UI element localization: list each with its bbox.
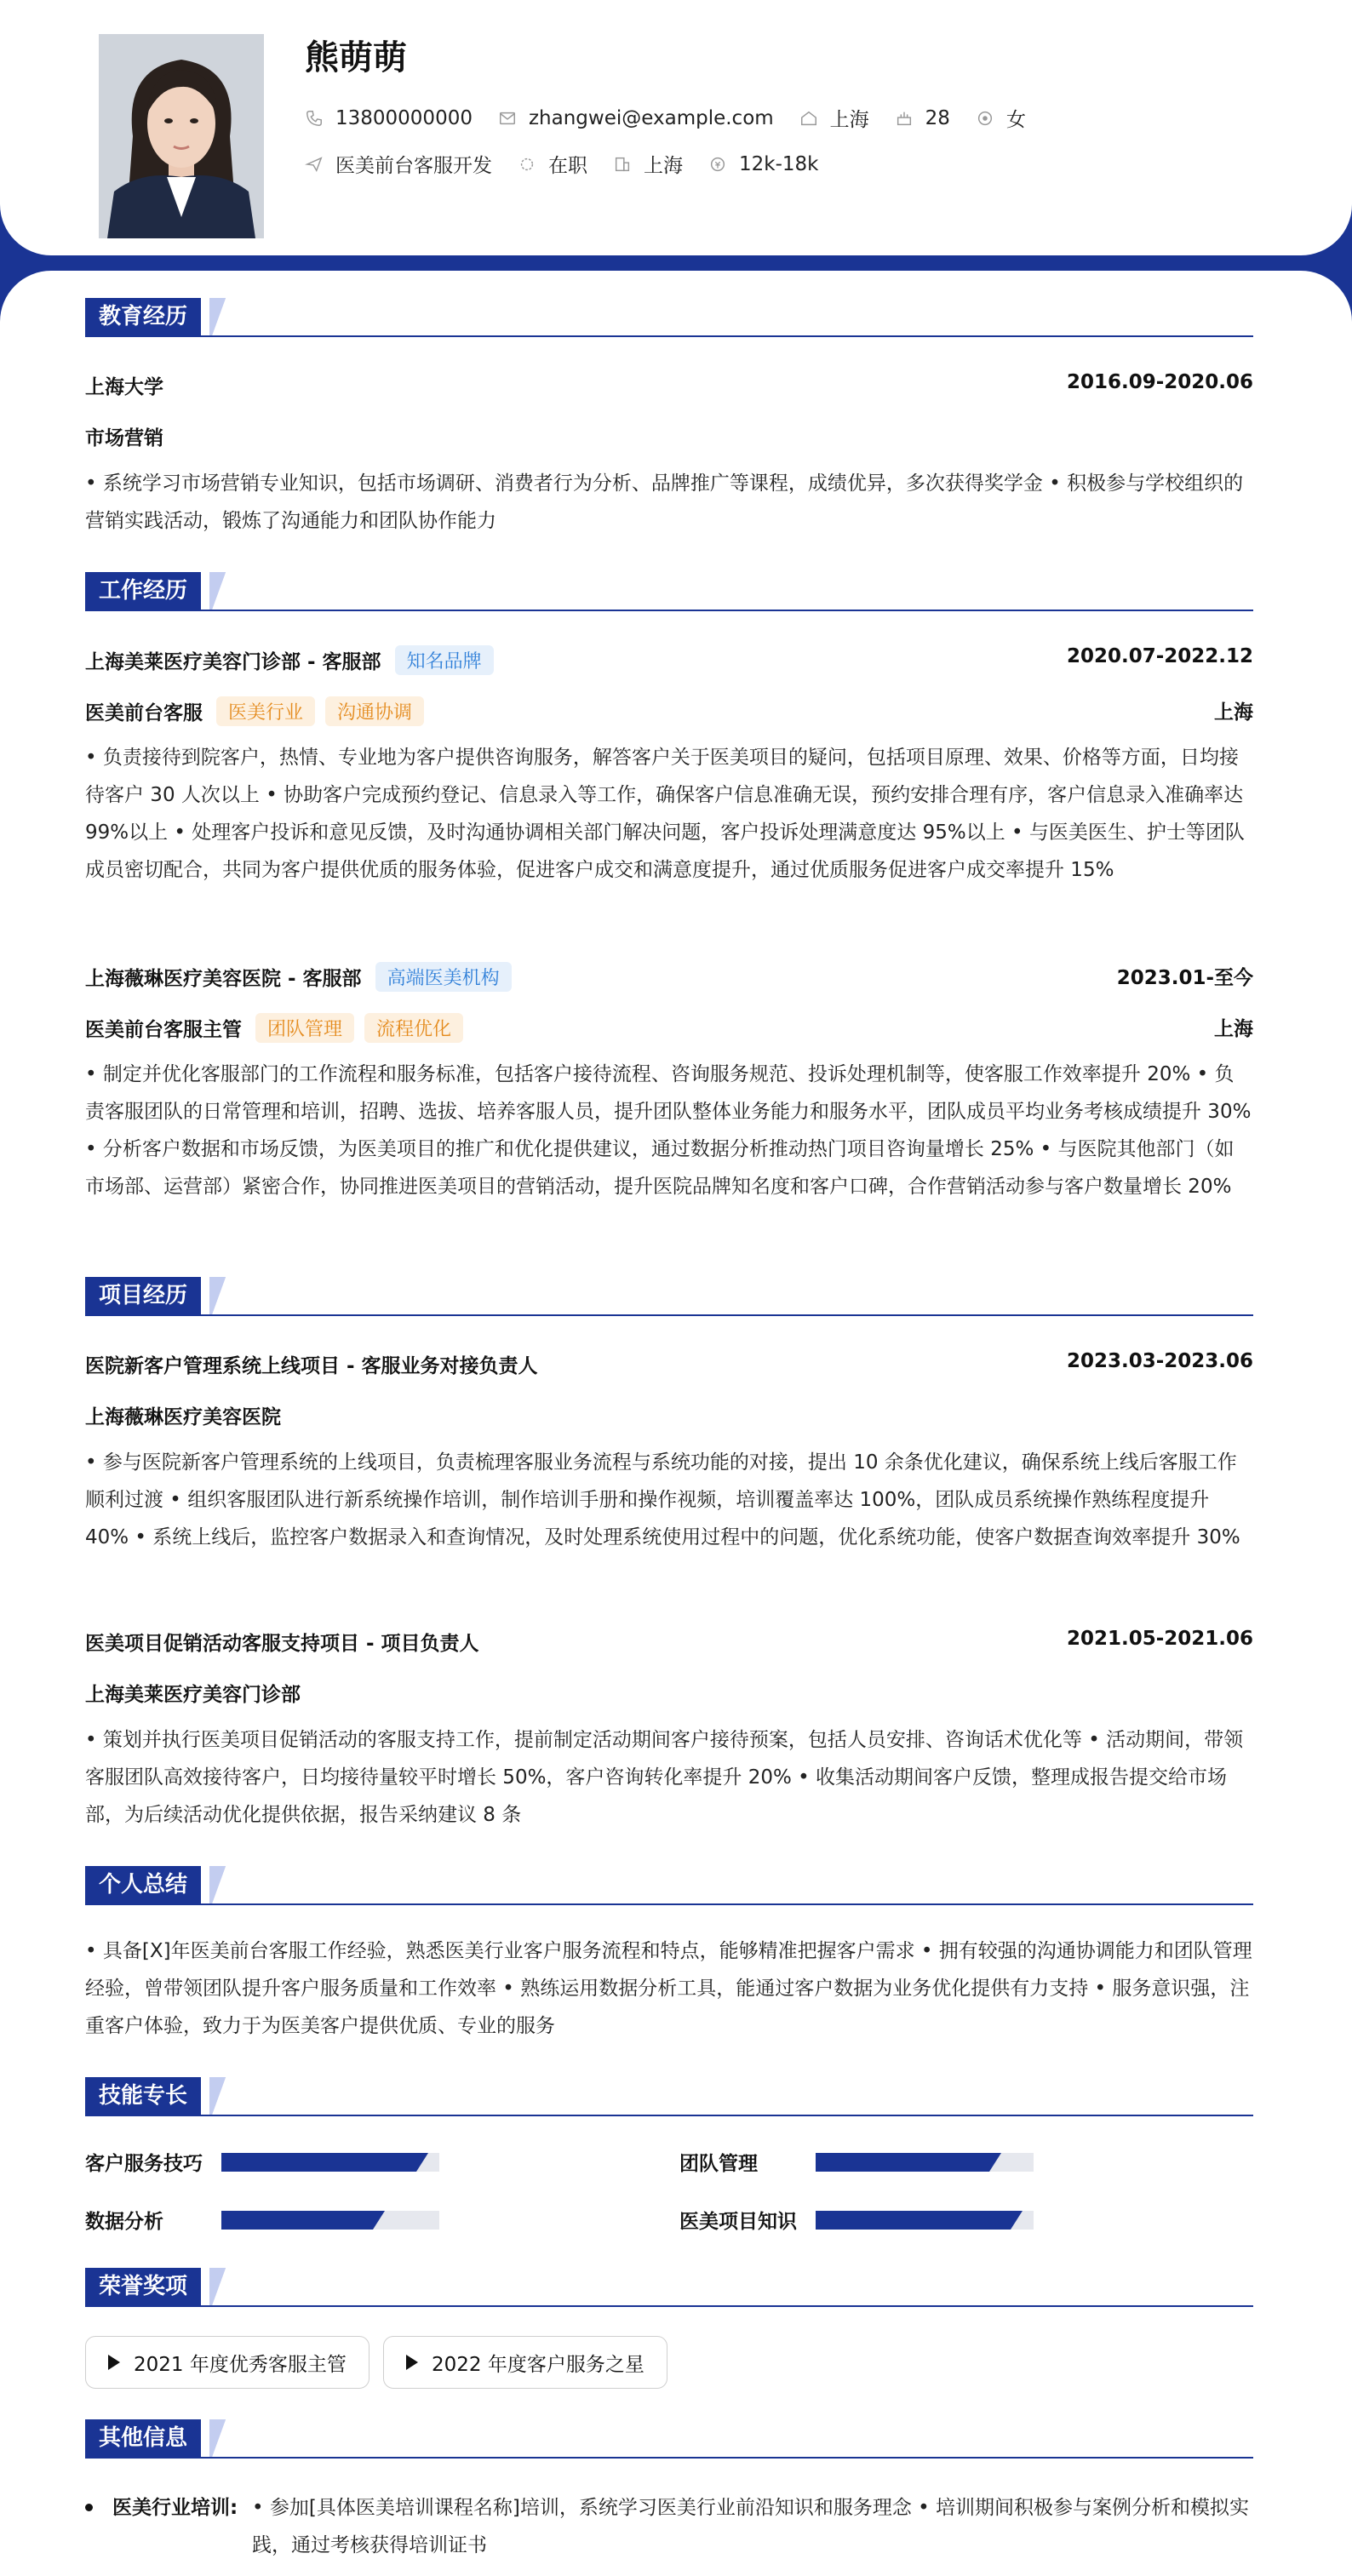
- skill-name: 客户服务技巧: [85, 2153, 203, 2175]
- age-item: [895, 107, 950, 129]
- work-role: [85, 696, 424, 726]
- section-title: [85, 298, 1253, 337]
- status-icon: [518, 155, 536, 174]
- other-section: [85, 2419, 1253, 2459]
- email-item: [498, 107, 774, 129]
- skill-item: [85, 2206, 439, 2234]
- play-icon: [406, 2355, 418, 2370]
- send-icon: [305, 155, 324, 174]
- skill-bar: [816, 2211, 1034, 2230]
- award-label: 2022 年度客户服务之星: [432, 2353, 644, 2376]
- work-section: [85, 572, 1253, 1198]
- section-label: 工作经历: [85, 572, 201, 610]
- phone-icon: [305, 109, 324, 128]
- project-title: 医美项目促销活动客服支持项目 - 项目负责人: [85, 1633, 479, 1655]
- section-label: 其他信息: [85, 2419, 201, 2457]
- award-label: 2021 年度优秀客服主管: [134, 2353, 347, 2376]
- email-text: zhangwei@example.com: [528, 106, 774, 129]
- company-tag: 高端医美机构: [375, 962, 512, 992]
- gender-item: [976, 104, 1026, 132]
- skills-section: [85, 2077, 1253, 2116]
- phone-item: [305, 107, 473, 129]
- gender-text: 女: [1005, 109, 1026, 131]
- project-date: 2023.03-2023.06: [1066, 1350, 1253, 1372]
- section-label-accent: [209, 2268, 228, 2305]
- portrait-image: [99, 34, 264, 238]
- skill-name: 数据分析: [85, 2211, 163, 2233]
- age-text: 28: [925, 106, 950, 129]
- skill-bar: [816, 2153, 1034, 2172]
- work-company: [85, 645, 494, 675]
- company-name: 上海美莱医疗美容门诊部 - 客服部: [85, 651, 381, 673]
- role-name: 医美前台客服主管: [85, 1019, 242, 1041]
- project-date: 2021.05-2021.06: [1066, 1628, 1253, 1650]
- section-title: [85, 2077, 1253, 2116]
- section-label: 项目经历: [85, 1277, 201, 1314]
- project-org: 上海薇琳医疗美容医院: [85, 1406, 281, 1428]
- company-name: 上海薇琳医疗美容医院 - 客服部: [85, 968, 362, 990]
- section-label: 个人总结: [85, 1866, 201, 1903]
- gender-icon: [976, 109, 994, 128]
- mail-icon: [498, 109, 517, 128]
- phone-text: 13800000000: [335, 106, 473, 129]
- cake-icon: [895, 109, 914, 128]
- project-title: 医院新客户管理系统上线项目 - 客服业务对接负责人: [85, 1355, 538, 1377]
- avatar: [99, 34, 264, 238]
- section-label-accent: [209, 1277, 228, 1314]
- contact-row: [305, 104, 1051, 132]
- section-title: [85, 2268, 1253, 2307]
- summary-section: [85, 1866, 1253, 2037]
- skill-item: [85, 2148, 439, 2176]
- salary-item: [708, 153, 818, 175]
- work-description: • 制定并优化客服部门的工作流程和服务标准，包括客户接待流程、咨询服务规范、投诉处理机制等，使客服工作效率提升 20% • 负责客服团队的日常管理和培训，招聘、选拔、培养客服人员，提升团队整体业务能力和服务水平，团队成员平均业务考核成绩提升 30% • 分析客户数据和市场反馈，为医美项目的推广和优化提供建议，通过数据分析推动热门项目咨询量增长 25% • 与医院其他部门（如市场部、运营部）紧密合作，协同推进医美项目的营销活动，提升医院品牌知名度和客户口碑，合作营销活动参与客户数量增长 20%: [85, 1063, 1252, 1198]
- section-label-accent: [209, 1866, 228, 1903]
- skill-bar: [221, 2153, 439, 2172]
- city-item: [799, 104, 869, 132]
- summary-text: • 具备[X]年医美前台客服工作经验，熟悉医美行业客户服务流程和特点，能够精准把握客户需求 • 拥有较强的沟通协调能力和团队管理经验，曾带领团队提升客户服务质量和工作效率 • 熟练运用数据分析工具，能通过客户数据为业务优化提供有力支持 • 服务意识强，注重客户体验，致力于为医美客户提供优质、专业的服务: [85, 1940, 1252, 2037]
- salary-text: 12k-18k: [739, 152, 819, 175]
- role-tag: 医美行业: [216, 696, 315, 726]
- candidate-name: 熊萌萌: [305, 38, 407, 77]
- status-text: 在职: [548, 155, 587, 177]
- target-city-text: 上海: [644, 155, 683, 177]
- profile-header: [0, 0, 1352, 255]
- work-role: [85, 1013, 463, 1043]
- school-name: 上海大学: [85, 376, 163, 398]
- skill-bar: [221, 2211, 439, 2230]
- skill-item: [679, 2206, 1034, 2234]
- job-target-text: 医美前台客服开发: [335, 155, 492, 177]
- skill-bar-fill: [816, 2153, 989, 2172]
- job-target-item: [305, 150, 492, 178]
- work-date: 2020.07-2022.12: [1066, 645, 1253, 667]
- bullet-icon: [85, 2504, 93, 2511]
- section-label-accent: [209, 2419, 228, 2457]
- other-text: • 参加[具体医美培训课程名称]培训，系统学习医美行业前沿知识和服务理念 • 培训期间积极参与案例分析和模拟实践，通过考核获得培训证书: [252, 2497, 1250, 2556]
- section-label-accent: [209, 2077, 228, 2115]
- building-icon: [613, 155, 632, 174]
- section-title: [85, 2419, 1253, 2459]
- section-label-accent: [209, 298, 228, 335]
- skill-bar-fill: [221, 2211, 373, 2230]
- section-title: [85, 1866, 1253, 1905]
- project-description: • 参与医院新客户管理系统的上线项目，负责梳理客服业务流程与系统功能的对接，提出 10 余条优化建议，确保系统上线后客服工作顺利过渡 • 组织客服团队进行新系统操作培训，制作培训手册和操作视频，培训覆盖率达 100%，团队成员系统操作熟练程度提升 40% • 系统上线后，监控客户数据录入和查询情况，及时处理系统使用过程中的问题，优化系统功能，使客户数据查询效率提升 30%: [85, 1451, 1240, 1548]
- play-icon: [108, 2355, 120, 2370]
- status-item: [518, 150, 587, 178]
- skill-bar-fill: [221, 2153, 416, 2172]
- city-text: 上海: [829, 109, 869, 131]
- section-title: [85, 572, 1253, 611]
- company-tag: 知名品牌: [395, 645, 494, 675]
- awards-section: [85, 2268, 1253, 2307]
- award-chip: [85, 2336, 370, 2389]
- skill-bar-fill: [816, 2211, 1011, 2230]
- role-tag: 流程优化: [364, 1013, 463, 1043]
- skill-name: 团队管理: [679, 2153, 758, 2175]
- award-chip: [383, 2336, 667, 2389]
- project-org: 上海美莱医疗美容门诊部: [85, 1684, 301, 1706]
- section-title: [85, 1277, 1253, 1316]
- skill-item: [679, 2148, 1034, 2176]
- work-city: 上海: [1214, 1018, 1253, 1040]
- education-date: 2016.09-2020.06: [1066, 371, 1253, 393]
- work-company: [85, 962, 512, 992]
- section-label: 教育经历: [85, 298, 201, 335]
- project-description: • 策划并执行医美项目促销活动的客服支持工作，提前制定活动期间客户接待预案，包括人员安排、咨询话术优化等 • 活动期间，带领客服团队高效接待客户，日均接待量较平时增长 50%，客户咨询转化率提升 20% • 收集活动期间客户反馈，整理成报告提交给市场部，为后续活动优化提供依据，报告采纳建议 8 条: [85, 1729, 1244, 1826]
- section-label-accent: [209, 572, 228, 610]
- other-label: 医美行业培训:: [112, 2497, 238, 2519]
- work-description: • 负责接待到院客户，热情、专业地为客户提供咨询服务，解答客户关于医美项目的疑问，包括项目原理、效果、价格等方面，日均接待客户 30 人次以上 • 协助客户完成预约登记、信息录入等工作，确保客户信息准确无误，预约安排合理有序，客户信息录入准确率达 99%以上 • 处理客户投诉和意见反馈，及时沟通协调相关部门解决问题，客户投诉处理满意度达 95%以上 • 与医美医生、护士等团队成员密切配合，共同为客户提供优质的服务体验，促进客户成交和满意度提升，通过优质服务促进客户成交率提升 15%: [85, 747, 1245, 881]
- target-city-item: [613, 150, 683, 178]
- work-date: 2023.01-至今: [1116, 967, 1253, 989]
- section-label: 技能专长: [85, 2077, 201, 2115]
- role-tag: 团队管理: [255, 1013, 354, 1043]
- home-icon: [799, 109, 818, 128]
- coin-icon: [708, 155, 727, 174]
- job-row: [305, 150, 844, 178]
- education-section: [85, 298, 1253, 532]
- projects-section: [85, 1277, 1253, 1826]
- education-description: • 系统学习市场营销专业知识，包括市场调研、消费者行为分析、品牌推广等课程，成绩优异，多次获得奖学金 • 积极参与学校组织的营销实践活动，锻炼了沟通能力和团队协作能力: [85, 472, 1244, 532]
- major-name: 市场营销: [85, 427, 163, 449]
- work-city: 上海: [1214, 701, 1253, 724]
- section-label: 荣誉奖项: [85, 2268, 201, 2305]
- role-tag: 沟通协调: [325, 696, 424, 726]
- role-name: 医美前台客服: [85, 702, 203, 724]
- skill-name: 医美项目知识: [679, 2211, 797, 2233]
